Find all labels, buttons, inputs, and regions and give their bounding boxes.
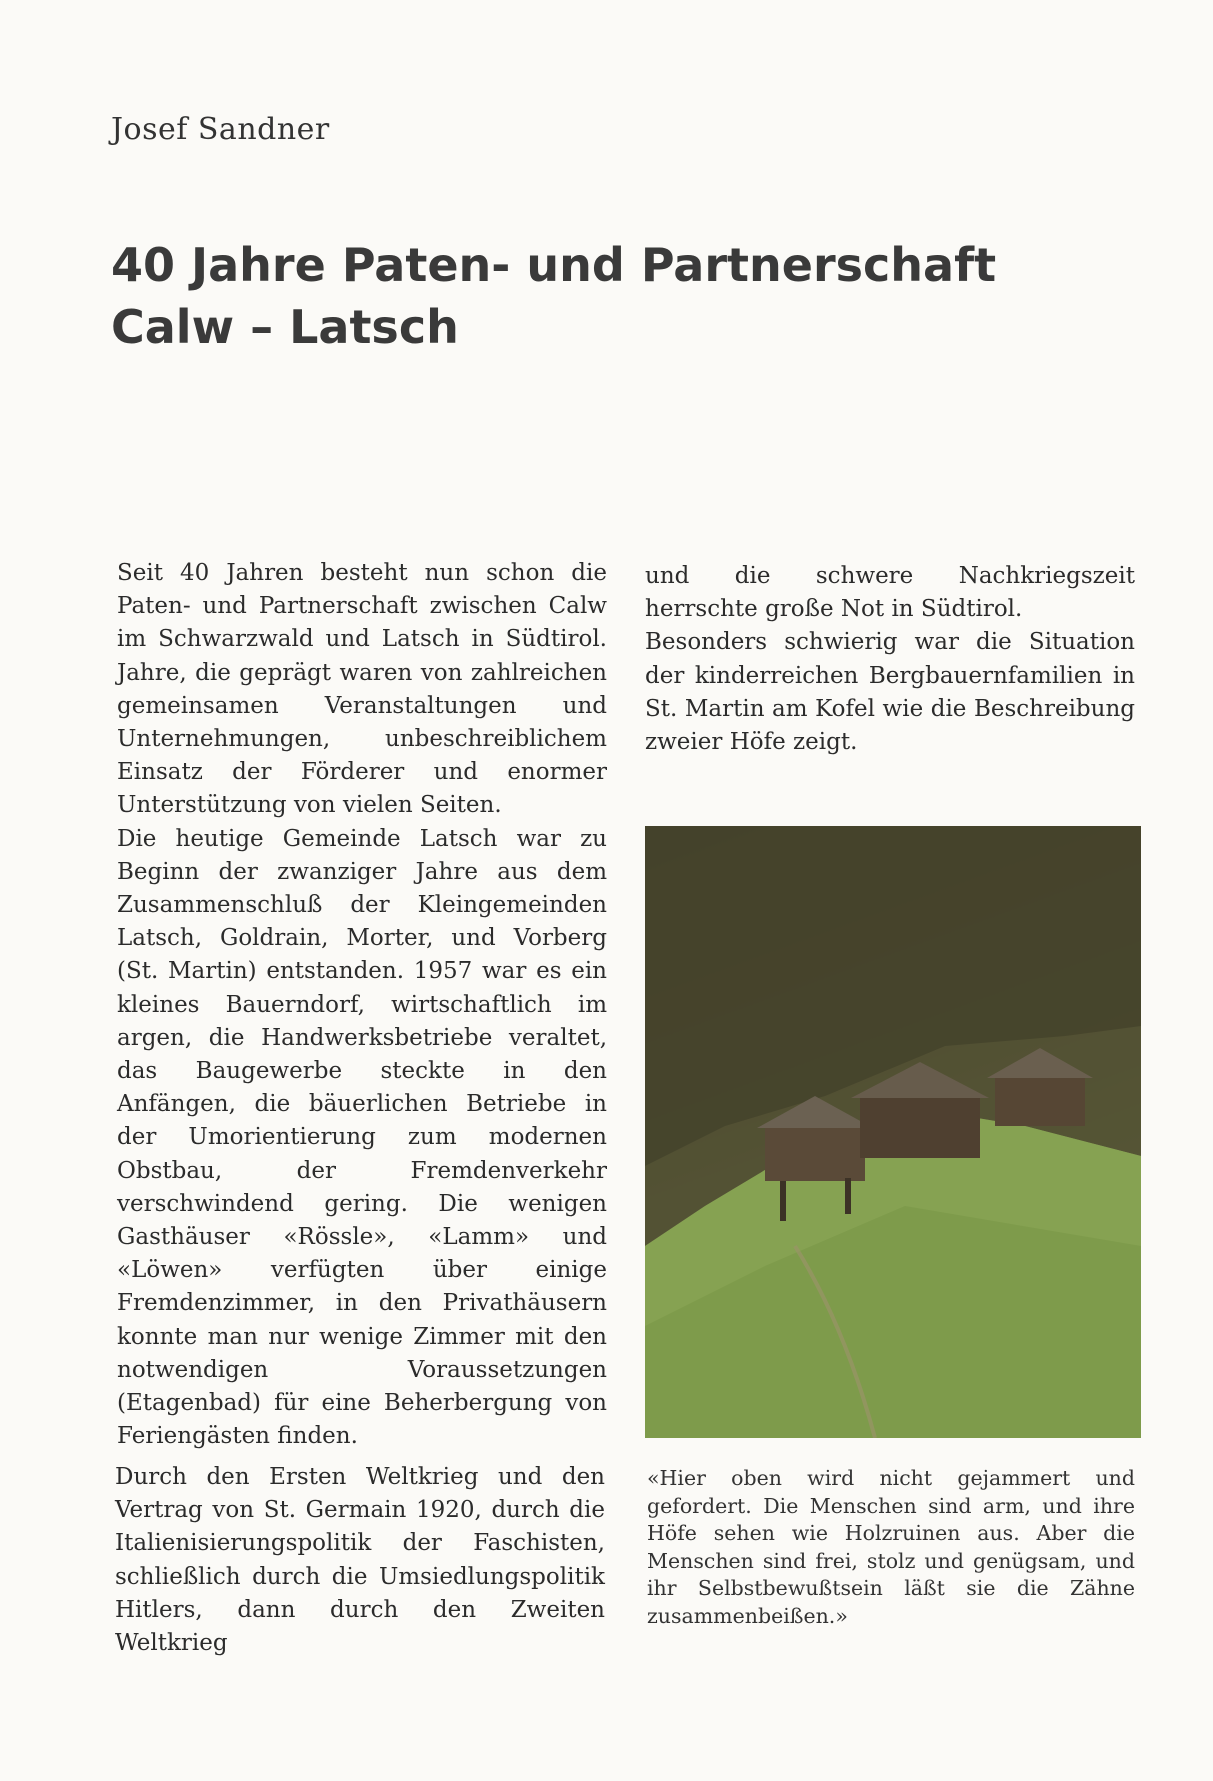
paragraph-postwar: und die schwere Nachkriegszeit herrschte große Not in Südtirol. bbox=[645, 563, 1135, 623]
paragraph-history: Die heutige Gemeinde Latsch war zu Beginn der zwanziger Jahre aus dem Zusammenschluß der Kleingemeinden Latsch, Goldrain, Morter, und Vorberg (St. Martin) entstanden. 1957 war es ein kleines Bauerndorf, wirtschaftlich im argen, die Handwerksbetriebe veraltet, das Baugewerbe steckte in den Anfängen, die bäuerlichen Betriebe in der Umorientierung zum modernen Obstbau, der Fremdenverkehr verschwindend gering. Die wenigen Gasthäuser «Rössle», «Lamm» und «Löwen» verfügten über einige Fremdenzimmer, in den Privathäusern konnte man nur wenige Zimmer mit den notwendigen Voraussetzungen (Etagenbad) für eine Beherbergung von Feriengästen finden. bbox=[117, 825, 607, 1450]
paragraph-wars: Durch den Ersten Weltkrieg und den Vertrag von St. Germain 1920, durch die Italienisierungspolitik der Faschisten, schließlich durch die Umsiedlungspolitik Hitlers, dann durch den Zweiten Weltkrieg bbox=[115, 1464, 605, 1657]
mountain-farm-photo bbox=[645, 826, 1141, 1438]
title-line-1: 40 Jahre Paten- und Partnerschaft bbox=[111, 238, 997, 292]
left-column-bottom bbox=[115, 1461, 605, 1660]
article-title bbox=[111, 234, 1111, 358]
title-line-2: Calw – Latsch bbox=[111, 300, 459, 354]
author-name: Josef Sandner bbox=[111, 112, 330, 147]
paragraph-mountain-farms: Besonders schwierig war die Situation der kinderreichen Bergbauernfamilien in St. Martin am Kofel wie die Beschreibung zweier Höfe zeigt. bbox=[645, 629, 1135, 756]
photo-caption: «Hier oben wird nicht gejammert und gefordert. Die Menschen sind arm, und ihre Höfe sehen wie Holzruinen aus. Aber die Menschen sind frei, stolz und genügsam, und ihr Selbstbewußtsein läßt sie die Zähne zusammenbeißen.» bbox=[647, 1466, 1135, 1628]
paragraph-intro: Seit 40 Jahren besteht nun schon die Paten- und Partnerschaft zwischen Calw im Schwarzwald und Latsch in Südtirol. Jahre, die geprägt waren von zahlreichen gemeinsamen Veranstaltungen und Unternehmungen, unbeschreiblichem Einsatz der Förderer und enormer Unterstützung von vielen Seiten. bbox=[117, 560, 607, 819]
right-column-top bbox=[645, 560, 1135, 759]
left-column-top bbox=[117, 557, 607, 1453]
